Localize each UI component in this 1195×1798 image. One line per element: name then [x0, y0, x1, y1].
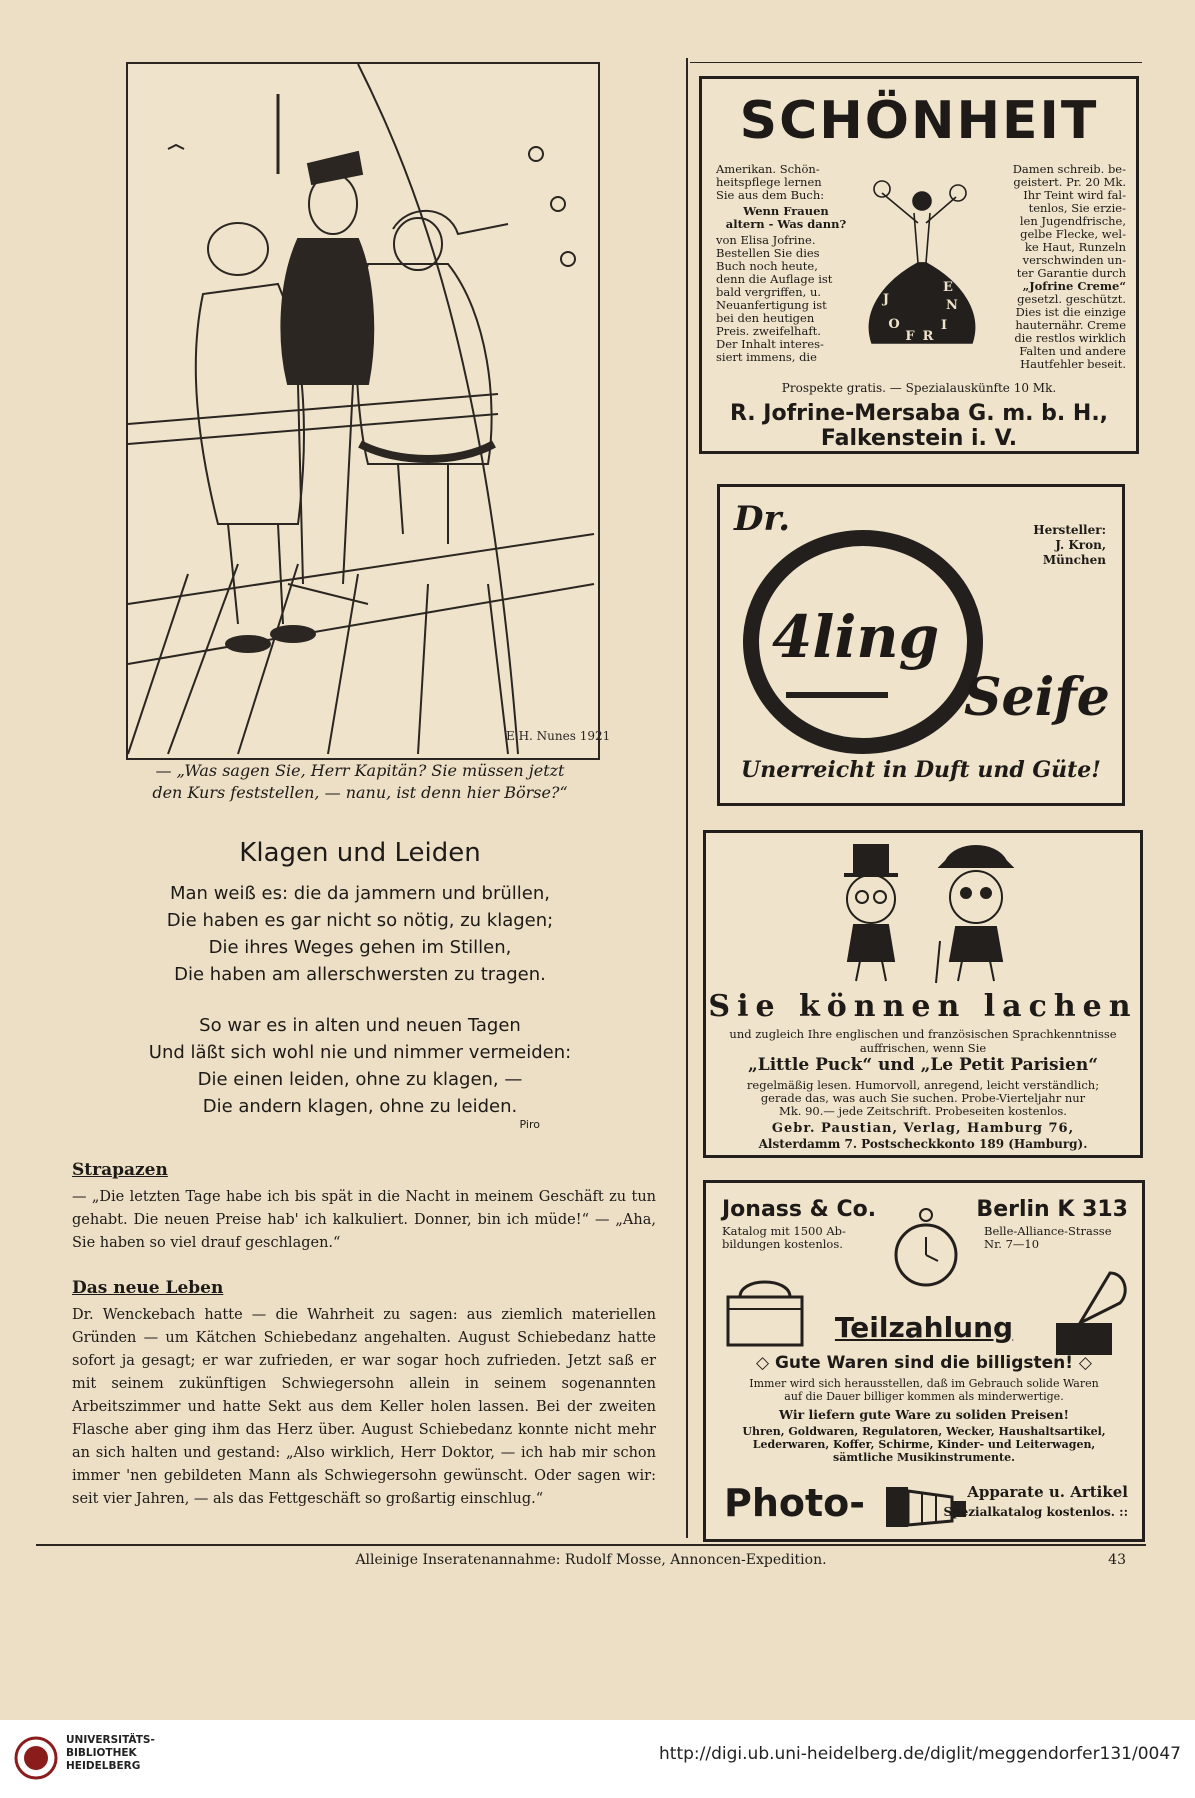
text-line: bildungen kostenlos. — [722, 1237, 843, 1251]
text-line: denn die Auflage ist — [716, 272, 833, 286]
text-line: UNIVERSITÄTS- — [66, 1734, 155, 1746]
ad-schoenheit-right — [990, 163, 1126, 371]
text-line: auffrischen, wenn Sie — [859, 1041, 987, 1055]
text-line: Sie aus dem Buch: — [716, 188, 825, 202]
pocket-watch-icon — [888, 1203, 964, 1293]
footer-text: Alleinige Inseratenannahme: Rudolf Mosse, Annoncen-Expedition. — [355, 1552, 827, 1568]
text-line: regelmäßig lesen. Humorvoll, anregend, leicht verständlich; — [746, 1078, 1100, 1092]
poem-line: Die ihres Weges gehen im Stillen, — [208, 937, 512, 958]
text-line: J. Kron, — [1055, 538, 1106, 552]
product-name: „Jofrine Creme“ — [1022, 279, 1126, 293]
items-list — [706, 1425, 1142, 1464]
prospekte-line: Prospekte gratis. — Spezialauskünfte 10 Mk. — [781, 381, 1057, 395]
goods-slogan: ◇ Gute Waren sind die billigsten! ◇ — [755, 1353, 1093, 1373]
poem-line: Und läßt sich wohl nie und nimmer vermeiden: — [148, 1042, 572, 1063]
university-seal-icon — [14, 1736, 58, 1780]
text-line: von Elisa Jofrine. — [716, 233, 816, 247]
text-line: geistert. Pr. 20 Mk. — [1013, 175, 1126, 189]
ad-schoenheit-left — [716, 163, 856, 364]
text-line: Hersteller: — [1033, 523, 1106, 537]
text-line: Dies ist die einzige — [1015, 305, 1126, 319]
text-line: ke Haut, Runzeln — [1024, 240, 1126, 254]
spezialkatalog-line: Spezialkatalog kostenlos. :: — [943, 1505, 1128, 1519]
text-line: Wenn Frauen — [743, 204, 829, 218]
text-line: gesetzl. geschützt. — [1017, 292, 1126, 306]
neues-leben-text: Dr. Wenckebach hatte — die Wahrheit zu sagen: aus ziemlich materiellen Gründen — um Kätchen Schiebedanz angehalten. August Schiebedanz hatte sofort ja gesagt; er war zufrieden, er war sogar hoch zufrieden. Jetzt saß er mit seinem zukünftigen Schwiegersohn allein in seinem sogenannten Arbeitszimmer und hatte Sekt aus dem Keller holen lassen. Bei der zweiten Flasche aber ging ihm das Herz über. August Schiebedanz konnte nicht mehr an sich halten und gestand: „Also wirklich, Herr Doktor, — ich hab mir schon immer 'nen gebildeten Mann als Schwiegersohn gewünscht. Oder sagen wir: seit vier Jahren, — als das Fettgeschäft so großartig einschlug.“ — [72, 1307, 656, 1507]
text-line: Buch noch heute, — [716, 259, 818, 273]
ad-4ling-slogan: Unerreicht in Duft und Güte! — [741, 757, 1101, 783]
poem-line: Die haben am allerschwersten zu tragen. — [174, 964, 546, 985]
skirt-letter: N — [946, 298, 958, 313]
street-info — [984, 1225, 1112, 1251]
jonass-city: Berlin K 313 — [976, 1197, 1128, 1222]
text-line: heitspflege lernen — [716, 175, 822, 189]
text-line: bei den heutigen — [716, 311, 815, 325]
strapazen-text: — „Die letzten Tage habe ich bis spät in die Nacht in meinem Geschäft zu tun gehabt. Die neuen Preise hab' ich kalkuliert. Donner, bin ich müde!“ — „Aha, Sie haben so viel drauf geschlagen.“ — [72, 1189, 656, 1251]
column-divider — [686, 58, 688, 1538]
stanza-gap — [110, 988, 610, 1012]
text-line: Falten und andere — [1019, 344, 1126, 358]
skirt-letter: I — [940, 318, 948, 333]
text-line: HEIDELBERG — [66, 1760, 141, 1772]
brand-name: 4ling — [772, 603, 940, 671]
ad-schoenheit-company: R. Jofrine-Mersaba G. m. b. H., Falkenstein i. V. — [729, 401, 1109, 451]
text-line: Bestellen Sie dies — [716, 246, 820, 260]
catalog-info — [722, 1225, 846, 1251]
text-line: sämtliche Musikinstrumente. — [833, 1451, 1015, 1464]
text-line: die restlos wirklich — [1014, 331, 1126, 345]
text-line: Lederwaren, Koffer, Schirme, Kinder- und Leiterwagen, — [752, 1438, 1096, 1451]
page-footer — [36, 1552, 1146, 1568]
book-title — [716, 205, 856, 231]
skirt-letter: O — [888, 317, 900, 332]
maker-info — [994, 523, 1106, 568]
magazine-titles: „Little Puck“ und „Le Petit Parisien“ — [747, 1055, 1098, 1075]
footer-rule — [36, 1544, 1146, 1546]
text-line: Mk. 90.— jede Zeitschrift. Probeseiten kostenlos. — [779, 1104, 1067, 1118]
seife-word: Seife — [964, 667, 1110, 728]
text-line: verschwinden un- — [1022, 253, 1126, 267]
text-line: BIBLIOTHEK — [66, 1747, 137, 1759]
text-line: Neuanfertigung ist — [716, 298, 827, 312]
poem-line: Die einen leiden, ohne zu klagen, — — [197, 1069, 523, 1090]
caption-line: — „Was sagen Sie, Herr Kapitän? Sie müssen jetzt — [155, 761, 565, 780]
puck-figures-illustration — [816, 841, 1036, 991]
neues-leben-heading: Das neue Leben — [72, 1278, 224, 1298]
ad-schoenheit — [699, 76, 1139, 454]
skirt-letter: J — [882, 292, 890, 307]
poem-line: So war es in alten und neuen Tagen — [199, 1015, 521, 1036]
poem-title: Klagen und Leiden — [239, 838, 481, 868]
text-line: ter Garantie durch — [1016, 266, 1126, 280]
text-line: Preis. zweifelhaft. — [716, 324, 821, 338]
poem-line: Die andern klagen, ohne zu leiden. — [202, 1096, 518, 1117]
publisher-line: Gebr. Paustian, Verlag, Hamburg 76, — [771, 1121, 1075, 1136]
ad-sie-koennen-lachen — [703, 830, 1143, 1158]
poem-author: Piro — [519, 1118, 540, 1131]
text-line: und zugleich Ihre englischen und französischen Sprachkenntnisse — [729, 1027, 1117, 1041]
text-line: Ihr Teint wird fal- — [1023, 188, 1126, 202]
dr-label: Dr. — [734, 499, 791, 539]
cartoon-drawing — [128, 64, 611, 754]
text-line: hauternähr. Creme — [1015, 318, 1126, 332]
text-line: Amerikan. Schön- — [716, 162, 820, 176]
text-line: gelbe Flecke, wel- — [1020, 227, 1126, 241]
ad-jonass — [703, 1180, 1145, 1542]
text-line: tenlos, Sie erzie- — [1028, 201, 1126, 215]
text-line: Der Inhalt interes- — [716, 337, 824, 351]
text-line: München — [1042, 553, 1106, 567]
text-line: altern - Was dann? — [725, 217, 847, 231]
text-line: Katalog mit 1500 Ab- — [722, 1224, 846, 1238]
skirt-letter: R — [922, 329, 934, 344]
photo-label: Photo- — [724, 1481, 866, 1525]
text-line: bald vergriffen, u. — [716, 285, 822, 299]
offer-line: Wir liefern gute Ware zu soliden Preisen! — [779, 1407, 1069, 1422]
text-line: Belle-Alliance-Strasse — [984, 1224, 1112, 1238]
text-line: Damen schreib. be- — [1012, 162, 1126, 176]
cartoon-illustration — [126, 62, 611, 760]
text-line: Nr. 7—10 — [984, 1237, 1040, 1251]
skirt-letter: F — [905, 329, 915, 344]
caption-line: den Kurs feststellen, — nanu, ist denn hier Börse?“ — [152, 783, 568, 802]
jonass-company: Jonass & Co. — [722, 1197, 877, 1222]
text-line: siert immens, die — [716, 350, 817, 364]
apparate-line: Apparate u. Artikel — [967, 1483, 1128, 1501]
lady-illustration — [852, 163, 992, 363]
library-name — [66, 1734, 155, 1773]
fine-print — [706, 1377, 1142, 1403]
ad-schoenheit-title: SCHÖNHEIT — [739, 91, 1099, 151]
ad-lachen-description — [706, 1079, 1140, 1118]
poem — [110, 880, 610, 1120]
poem-line: Die haben es gar nicht so nötig, zu klagen; — [166, 910, 554, 931]
text-line: auf die Dauer billiger kommen als minderwertige. — [784, 1390, 1064, 1403]
text-line: Hautfehler beseit. — [1020, 357, 1126, 371]
address-line: Alsterdamm 7. Postscheckkonto 189 (Hamburg). — [758, 1137, 1088, 1151]
cartoon-caption — [110, 760, 610, 804]
source-url-link[interactable]: http://digi.ub.uni-heidelberg.de/diglit/meggendorfer131/0047 — [659, 1744, 1181, 1764]
teilzahlung-label: Teilzahlung — [834, 1311, 1014, 1344]
poem-line: Man weiß es: die da jammern und brüllen, — [170, 883, 550, 904]
page-number: 43 — [1108, 1552, 1126, 1568]
ad-lachen-headline: Sie können lachen — [708, 989, 1138, 1024]
top-rule — [690, 62, 1142, 63]
strapazen-heading: Strapazen — [72, 1160, 168, 1180]
text-line: len Jugendfrische, — [1019, 214, 1126, 228]
text-line: Immer wird sich herausstellen, daß im Gebrauch solide Waren — [749, 1377, 1099, 1390]
text-line: gerade das, was auch Sie suchen. Probe-Vierteljahr nur — [760, 1091, 1086, 1105]
illustration-signature: E.H. Nunes 1921 — [506, 729, 611, 743]
skirt-letter: E — [943, 280, 953, 295]
text-line: Uhren, Goldwaren, Regulatoren, Wecker, Haushaltsartikel, — [742, 1425, 1106, 1438]
ad-4ling-seife — [717, 484, 1125, 806]
